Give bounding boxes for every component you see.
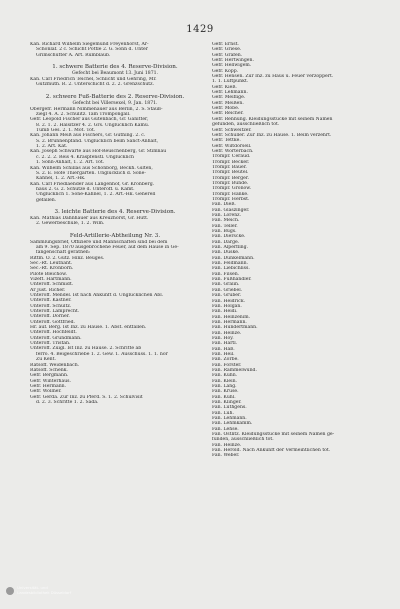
text-line: Zu Kent.: [36, 357, 56, 363]
text-line: am 9. Sep. 1870 ausgebrochene Feuer, auf dem Hause in Ge-: [36, 244, 179, 250]
section-heading: 2. schwere Fuß-Batterie des 2. Reserve-Division.: [45, 93, 185, 100]
roster-line: Fan. Ostlitz. Kleidungsstücke mit seinem Namen ge-: [212, 432, 335, 438]
text-line: 8. 2. 1. 2. Halsitzer 4. 2. Grs. Unglücklich Kamu.: [36, 122, 150, 128]
section-heading: Feld-Artillerie-Abtheilung Nr. 3.: [69, 232, 161, 239]
text-line: Kähnel, 1. 2. Art.-Hk.: [36, 176, 86, 182]
text-line: Kan. Carl Friedrich Teichel, Schlicht und Gehring, Mr.: [30, 77, 157, 83]
text-line: Unteroff. Kästner.: [30, 298, 72, 304]
text-line: Kan. Mathias Dahnhauer aus Kreuzhorst, Gr. Hütt.: [30, 215, 149, 221]
roster-line: Gefr. Meiflige.: [212, 95, 246, 101]
roster-line: Gefr. Hensen. Zur Inz. zu Haus u. Feuer verzoppert.: [212, 74, 334, 80]
roster-line: 1. 1. Luftpunkt.: [212, 79, 249, 85]
roster-line: Fan. Dieß.: [212, 202, 236, 208]
text-line: Kan. Johann Meiß aus Fischers, Gr. Güthing. 2. c.: [30, 133, 146, 139]
roster-line: Trompr. Bunde.: [212, 180, 249, 186]
text-line: ferro. 4. Beigeschriebe 1. 2. Gew. 1. Ausschuss. 1. 1. nor: [36, 351, 168, 357]
roster-line: Fan. Rammelwund.: [212, 367, 257, 373]
text-line: 2. Gewerbeschule, 1. 2. Wim.: [36, 221, 105, 227]
text-line: Gefr. Gerda. Zur Inz. zu Pferd. S. 1. 2. Schulvisit: [30, 394, 143, 400]
roster-line: Gefr. Tettke.: [212, 138, 241, 144]
text-line: Tumb Ges. 2. 1. Mot. Tot.: [36, 128, 96, 134]
roster-line: Trompr. Ceraud.: [212, 154, 251, 160]
roster-line: Fan. Kuhn.: [212, 373, 238, 379]
text-line: Unteroff. Grundmann.: [30, 335, 82, 341]
roster-line: Fan. Hartl.: [212, 341, 238, 347]
text-line: Unglücklich 1. Sone-Kähnel, 1. 2. Art.-Hk. Generell: [36, 192, 156, 198]
roster-line: Gefr. Hellwigem.: [212, 63, 252, 69]
roster-line: Trompr. Gronow.: [212, 186, 252, 192]
roster-line: Trompr. Herbst.: [212, 196, 250, 202]
text-line: Schönlaf. 2 c. Schicht Pöttle 2. G. Sonn d. Unter: [36, 47, 148, 53]
text-line: c. 2. 2. 2. Reis 4. Kraspfenstl. Unglücklich: [36, 154, 134, 160]
roster-line: Gefr. Grafen.: [212, 52, 243, 58]
text-line: Gefr. Winterhaus.: [30, 378, 72, 384]
roster-line: Fan. Gruber.: [212, 293, 242, 299]
roster-line: Fan. Hoy.: [212, 335, 234, 341]
text-line: d. 2. 3. Schritte 1. 2. Sada.: [36, 399, 99, 405]
footer-line-2: Landesbibliothek Düsseldorf: [17, 589, 72, 595]
text-line: Ar Just. Richer.: [30, 287, 66, 293]
roster-line: Fan. Haß.: [212, 346, 235, 352]
roster-line: Gefr. Schüller. Zur Inz. zu Hause. 1. Beim verzehrt.: [212, 132, 332, 138]
roster-line: Gefr. Reicher.: [212, 111, 244, 117]
roster-line: Fan. Fußhändler.: [212, 277, 252, 283]
roster-line: Fan. Lüh.: [212, 410, 234, 416]
text-line: Unteroff. Dörner.: [30, 314, 70, 320]
roster-line: Fan. Filsen.: [212, 271, 240, 277]
text-line: Obergefr. Hermann Nimmenauer aus Berlin, 2. S. Stauß-: [30, 106, 163, 112]
roster-line: Gefr. Wiltdorsell.: [212, 143, 252, 149]
library-footer: [6, 586, 71, 595]
section: [30, 233, 200, 406]
roster-line: Fan. Lehse.: [212, 426, 239, 432]
roster-line: Trompr. Bauer.: [212, 164, 247, 170]
roster-line: Fan. Herold. Nach Ankunft der Vermeintlichen tot.: [212, 448, 331, 454]
text-line: Ratsoff. Schenk.: [30, 367, 68, 373]
roster-line: Fan. Duske.: [212, 250, 240, 256]
roster-line: Trompr. Beutel.: [212, 170, 249, 176]
text-line: Pilote Bleichow.: [30, 271, 67, 277]
roster-line: Fan. Heidi.: [212, 309, 238, 315]
text-line: Gefr. Hermann.: [30, 383, 67, 389]
section-subheading: Gefecht bei Villersexel, 9. Jan. 1871.: [72, 100, 158, 106]
roster-line: Fan. Hermann.: [212, 319, 247, 325]
roster-line: Fan. Heinze.: [212, 330, 242, 336]
section-subheading: Gefecht bei Beaumont 13. Juni 1871.: [71, 71, 159, 77]
text-line: ziegl 4. A. 2. Schulitz. Tam Trompongall.: [36, 112, 131, 118]
roster-line: Fan. Klinger.: [212, 400, 242, 406]
text-line: Sec.-Rt. Kronborn.: [30, 266, 74, 272]
text-line: Kan. Carl Friedlaender aus Langenhof, Gr. Kronberg.: [30, 181, 155, 187]
roster-line: Gefr. Schweitzer.: [212, 127, 252, 133]
roster-line: Fan. Hundertmann.: [212, 325, 258, 331]
roster-line: Fan. Lehmann.: [212, 416, 247, 422]
text-line: Kan. Wilhelm Schillas aus Schönborg, Beckh. Gilten,: [30, 165, 153, 171]
roster-line: Fan. Griebel.: [212, 287, 243, 293]
text-line: Unteroff. Schmidt.: [30, 282, 74, 288]
text-line: haus 2. G. 2. Schütze d. Unteroff. u. Kamt.: [36, 186, 135, 192]
roster-line: gefunden, ausschließlich tot.: [212, 122, 280, 128]
roster-line: Gefr. Wörterbach.: [212, 148, 254, 154]
roster-line: Gefr. Lehmann.: [212, 90, 248, 96]
library-logo-icon: [6, 587, 14, 595]
roster-line: Fan. Gralin.: [212, 282, 240, 288]
text-line: 1. Sonn-Anhalt, 1. 2. Art. Tot.: [36, 160, 105, 166]
roster-line: Fan. Lüthgens.: [212, 405, 247, 411]
roster-line: Gefr. Kopp.: [212, 68, 239, 74]
text-line: Hr. auf. Berg. Ist Inz. zu Hause. 1. Abst. entfallen.: [30, 325, 147, 331]
text-line: Gefr. Leopold Fischer aus Gutenbach, Gr. Ganitter,: [30, 117, 149, 123]
roster-line: Gefr. Kieß.: [212, 84, 237, 90]
text-line: Unteroff. Mendel. Ist nach Ankunft d. Unglücklichen Abl.: [30, 293, 164, 299]
roster-line: Fan. Weber.: [212, 453, 240, 459]
roster-line: Trompr. Berger.: [212, 175, 250, 181]
roster-line: Fan. Feldmann.: [212, 261, 249, 267]
text-line: Gefr. Wollner.: [30, 389, 62, 395]
roster-line: Fan. Lorenz.: [212, 213, 242, 218]
roster-line: Gefr. Griese.: [212, 47, 242, 53]
text-line: Grimschütter A. Art. Rumblaub.: [36, 52, 111, 58]
roster-line: Fan. Klein.: [212, 378, 238, 384]
text-line: gefallen.: [36, 197, 57, 203]
roster-line: Fan. Kruse.: [212, 389, 239, 395]
page-number: 1429: [186, 24, 214, 35]
roster-line: Fan. Dierscke.: [212, 234, 246, 240]
text-line: Gefr. Bergmann.: [30, 373, 69, 379]
roster-line: Fan. Liebichliss.: [212, 266, 250, 272]
roster-line: Gefr. Meißen.: [212, 100, 244, 106]
roster-line: funden, ausschließlich tot.: [212, 437, 274, 443]
roster-line: Fan. Alperfling.: [212, 245, 249, 251]
roster-line: Fan. Heinzenim.: [212, 314, 251, 320]
roster-line: Trompr. Hanke.: [212, 191, 249, 197]
roster-line: Fan. Darge.: [212, 239, 240, 245]
roster-line: Fan. Zorbe.: [212, 357, 239, 363]
text-line: Vizeft. Hartmann.: [30, 277, 72, 282]
roster-line: Fan. Bugs.: [212, 229, 237, 235]
text-line: fangenschaft gerathen:: [36, 250, 91, 256]
roster-line: Fan. Meich.: [212, 218, 240, 224]
right-column: [212, 42, 372, 459]
roster-line: Gefr. Rennung. Kleidungsstücke mit seinem Namen: [212, 116, 333, 122]
roster-line: Fan. Heinze.: [212, 442, 242, 448]
text-line: S. 2. E. Hofe Thiergarten. Unglücklich d. Sone-: [36, 170, 146, 176]
text-line: Unteroff. Zuigl. Ist Inz. zu Hause. 2. Schritte ab: [30, 346, 142, 352]
text-line: Rittm. O. 2. Gutz. Hinz. Beuges.: [30, 255, 105, 261]
roster-line: Fan. Förster.: [212, 362, 242, 368]
roster-line: Trompr. Becker.: [212, 159, 250, 165]
text-line: Sammlungsbrief, Offiziere und Mannschaften sind bei dem: [30, 239, 168, 245]
roster-line: Gefr. Möbe.: [212, 106, 240, 112]
left-column: [30, 42, 200, 405]
roster-line: Fan. Lehmkamm.: [212, 421, 253, 427]
section-heading: 3. leichte Batterie des 4. Reserve-Division.: [54, 208, 176, 215]
section-heading: 1. schwere Batterie des 4. Reserve-Division.: [52, 64, 178, 71]
text-line: Gutzmuth. R. 2. Unterschicht d. 2. 2. Grenzschutz.: [36, 82, 155, 88]
roster-line: Gefr. Hertwingen.: [212, 58, 254, 64]
text-line: Unteroff. Schultz.: [30, 303, 72, 309]
section: [30, 94, 200, 203]
roster-line: Fan. Heil.: [212, 351, 235, 357]
text-line: Unteroff. Gottfried.: [30, 319, 75, 325]
intro-entry: [30, 42, 200, 58]
section: [30, 209, 200, 227]
roster-line: Fan. Glaszinger.: [212, 207, 250, 213]
text-line: Unteroff. Hochfeldt.: [30, 330, 77, 336]
roster-line: Fan. Heidrick.: [212, 298, 246, 304]
text-line: Unteroff. Tristan.: [30, 341, 71, 347]
text-line: Unteroff. Lamprecht.: [30, 309, 80, 315]
text-line: Sec.-Rt. Leutnant.: [30, 260, 73, 266]
text-line: Kan. Joseph Schwarte aus Hof-Reuschenberg, Gr. Stimnau: [30, 149, 167, 155]
roster-line: Fan. Holgan.: [212, 303, 242, 309]
text-line: Ratsoff. Weidenbach.: [30, 362, 80, 368]
text-line: S. 2. Brunnenpfand. Unglücklich beim Sanct-Anhalt,: [36, 138, 159, 144]
roster-line: Fan. Dunkelmann.: [212, 255, 255, 261]
roster-line: Gefr. Ernst.: [212, 42, 239, 47]
roster-line: Fan. Kühl.: [212, 394, 236, 400]
roster-line: Fan. Lang.: [212, 384, 237, 389]
text-line: 1. 2. Art. Kat.: [36, 144, 68, 150]
text-line: Kan. Richard Wilhelm Siegemund Freyenhorst, Ar-: [30, 42, 149, 47]
section: [30, 64, 200, 88]
roster-line: Fan. Teller.: [212, 223, 238, 229]
footer-line-1: Universität- und: [17, 585, 48, 590]
